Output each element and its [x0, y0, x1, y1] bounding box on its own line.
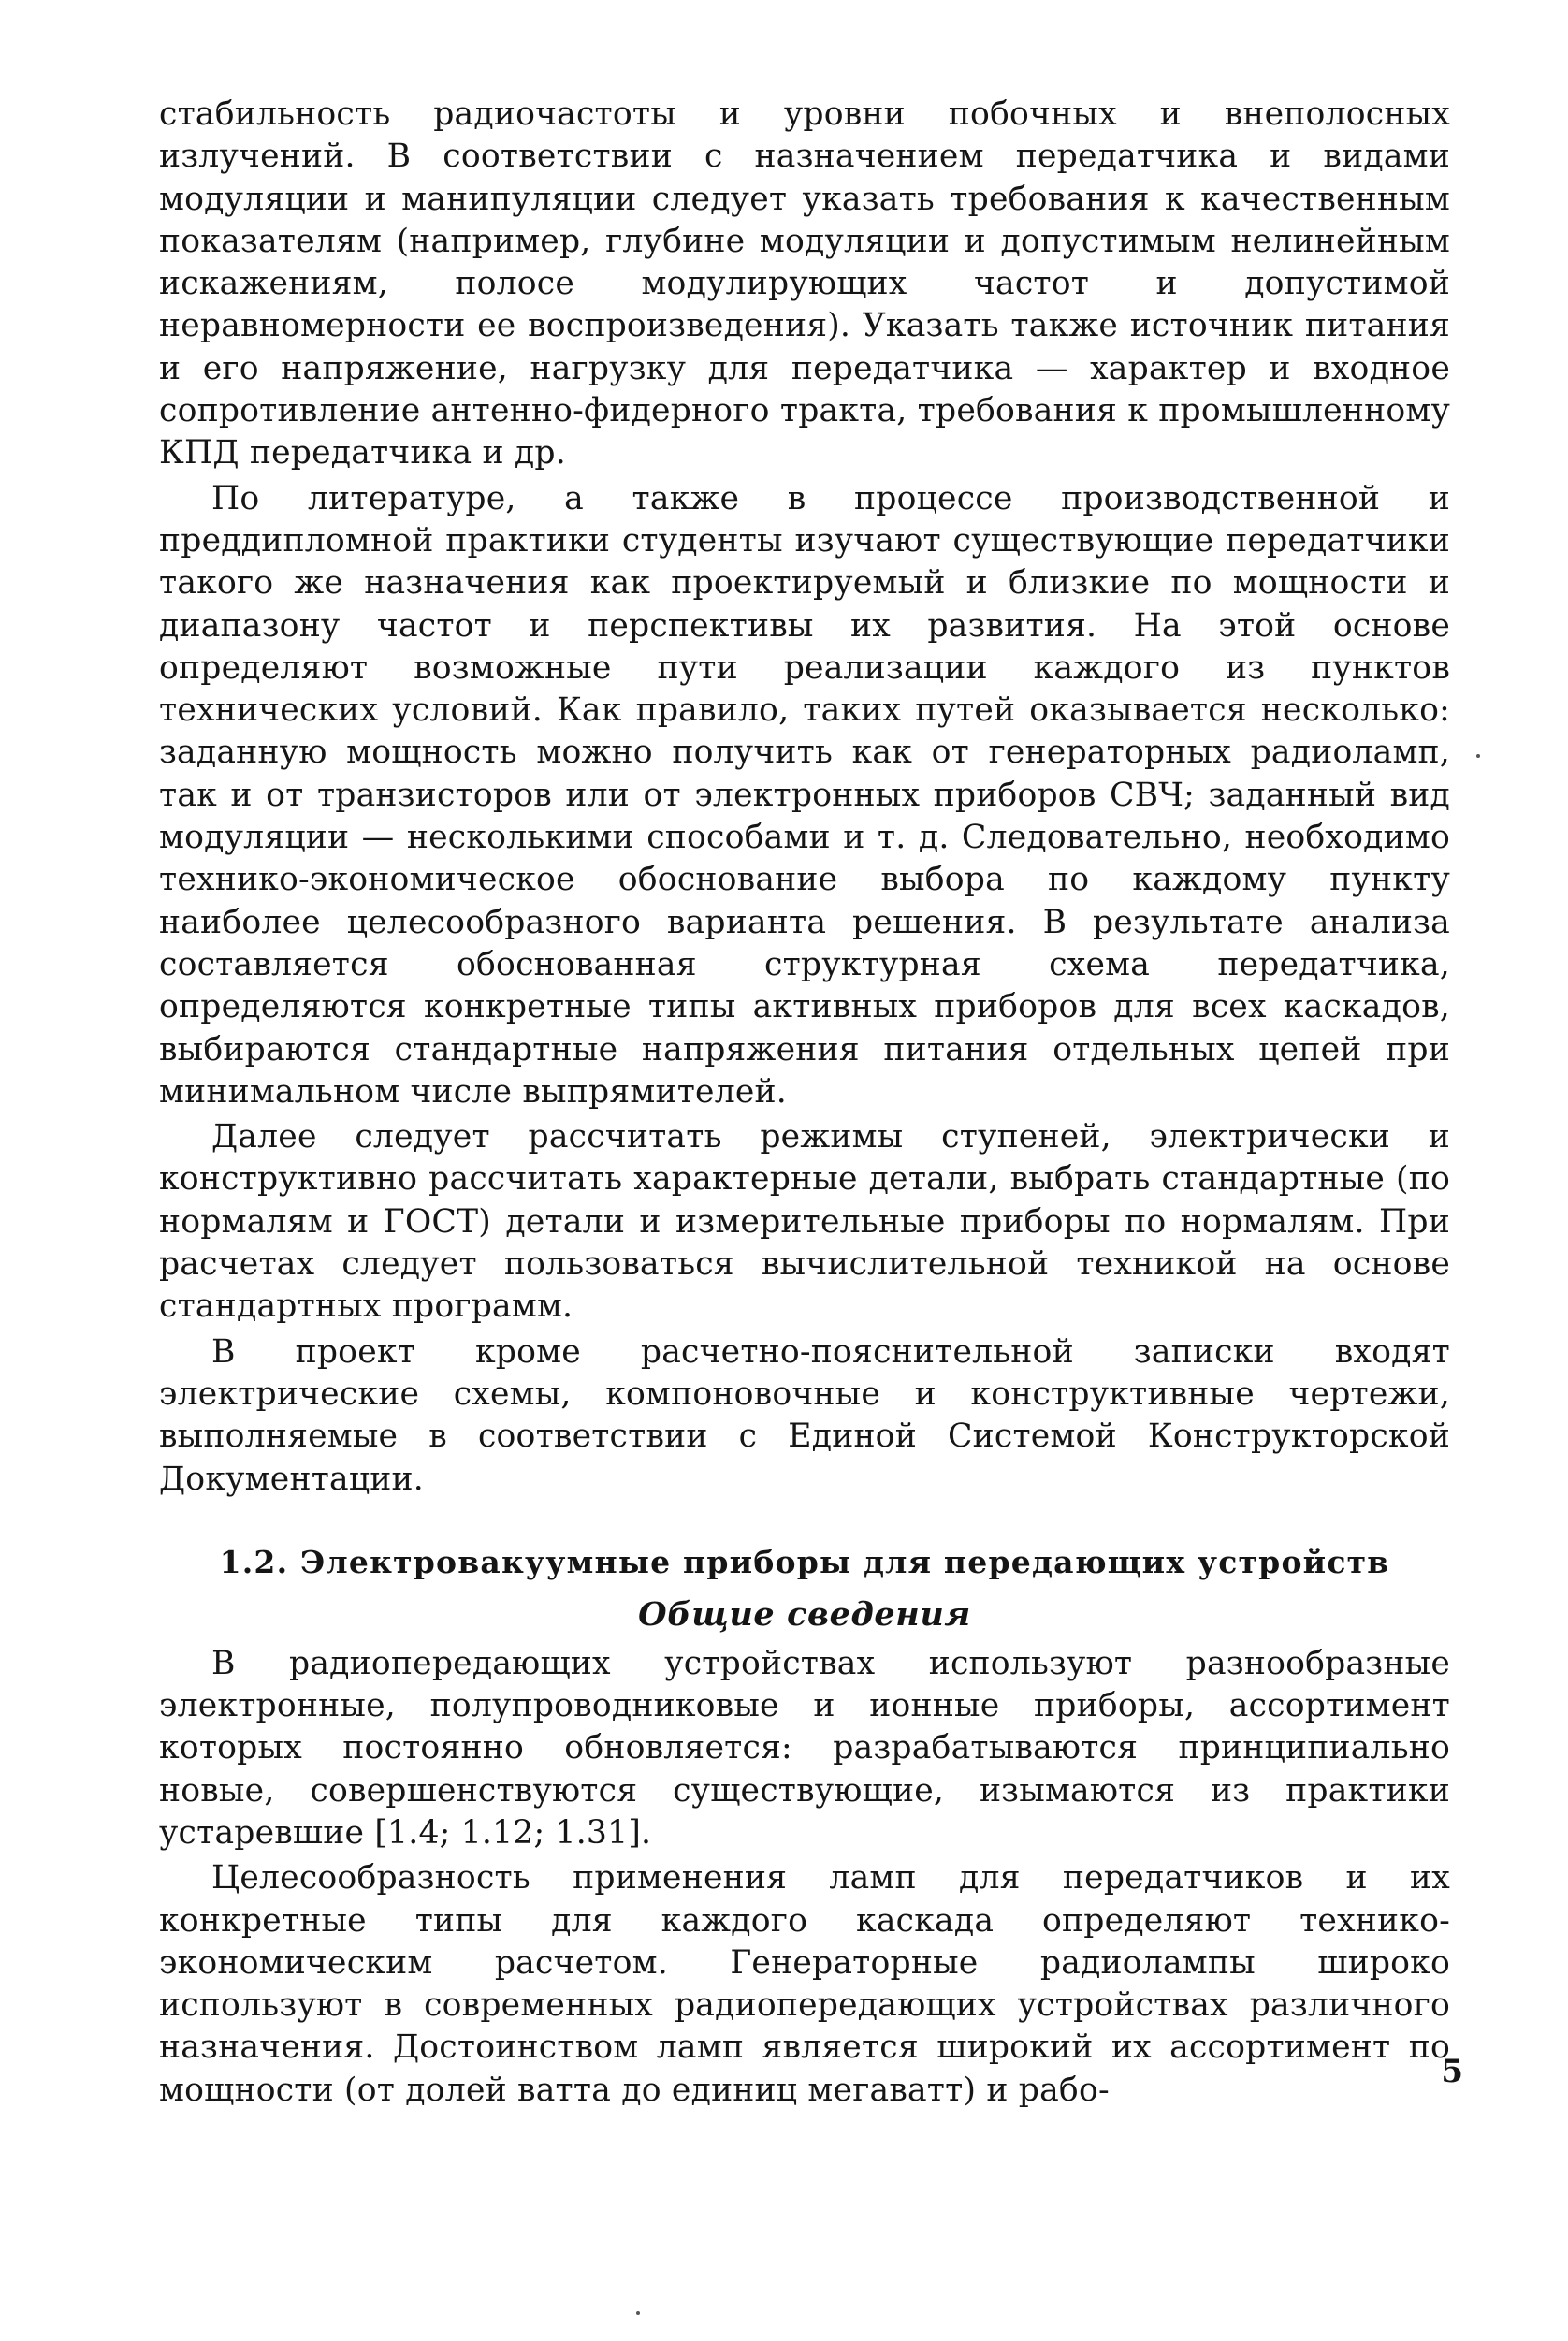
scan-speck	[636, 2311, 640, 2315]
paragraph-tech-requirements: стабильность радиочастоты и уровни побочных и внеполосных излучений. В соответствии с назначением передатчика и видами модуляции и манипуляции следует указать требования к качественным показателям (например, глубине модуляции и допустимым нелинейным искажениям, полосе модулирующих частот и допустимой неравномерности ее воспроизведения). Указать также источник питания и его напряжение, нагрузку для передатчика — характер и входное сопротивление антенно-фидерного тракта, требования к промышленному КПД передатчика и др.	[159, 95, 1450, 473]
page-text-block	[159, 94, 1450, 2112]
page-number: 5	[1441, 2053, 1463, 2090]
paragraph-project-contents: В проект кроме расчетно-пояснительной записки входят электрические схемы, компоновочные и конструктивные чертежи, выполняемые в соответствии с Единой Системой Конструкторской Документации.	[159, 1332, 1450, 1498]
paragraph-lamp-advantages: Целесообразность применения ламп для передатчиков и их конкретные типы для каждого каскада определяют технико-экономическим расчетом. Генераторные радиолампы широко используют в современных радиопередающих устройствах различного назначения. Достоинством ламп является широкий их ассортимент по мощности (от долей ватта до единиц мегаватт) и рабо-	[159, 1859, 1450, 2109]
paragraph-calculations: Далее следует рассчитать режимы ступеней, электрически и конструктивно рассчитать характерные детали, выбрать стандартные (по нормалям и ГОСТ) детали и измерительные приборы по нормалям. При расчетах следует пользоваться вычислительной техникой на основе стандартных программ.	[159, 1118, 1450, 1326]
paragraph-devices-overview: В радиопередающих устройствах используют разнообразные электронные, полупроводниковые и ионные приборы, ассортимент которых постоянно обновляется: разрабатываются принципиально новые, совершенствуются существующие, изымаются из практики устаревшие [1.4; 1.12; 1.31].	[159, 1644, 1450, 1852]
paragraph-literature-review: По литературе, а также в процессе производственной и преддипломной практики студенты изучают существующие передатчики такого же назначения как проектируемый и близкие по мощности и диапазону частот и перспективы их развития. На этой основе определяют возможные пути реализации каждого из пунктов технических условий. Как правило, таких путей оказывается несколько: заданную мощность можно получить как от генераторных радиоламп, так и от транзисторов или от электронных приборов СВЧ; заданный вид модуляции — несколькими способами и т. д. Следовательно, необходимо технико-экономическое обоснование выбора по каждому пункту наиболее целесообразного варианта решения. В результате анализа составляется обоснованная структурная схема передатчика, определяются конкретные типы активных приборов для всех каскадов, выбираются стандартные напряжения питания отдельных цепей при минимальном числе выпрямителей.	[159, 479, 1450, 1111]
section-subheading: Общие сведения	[638, 1594, 971, 1634]
scan-speck	[1476, 754, 1480, 758]
section-heading: 1.2. Электровакуумные приборы для передающих устройств	[219, 1543, 1390, 1580]
